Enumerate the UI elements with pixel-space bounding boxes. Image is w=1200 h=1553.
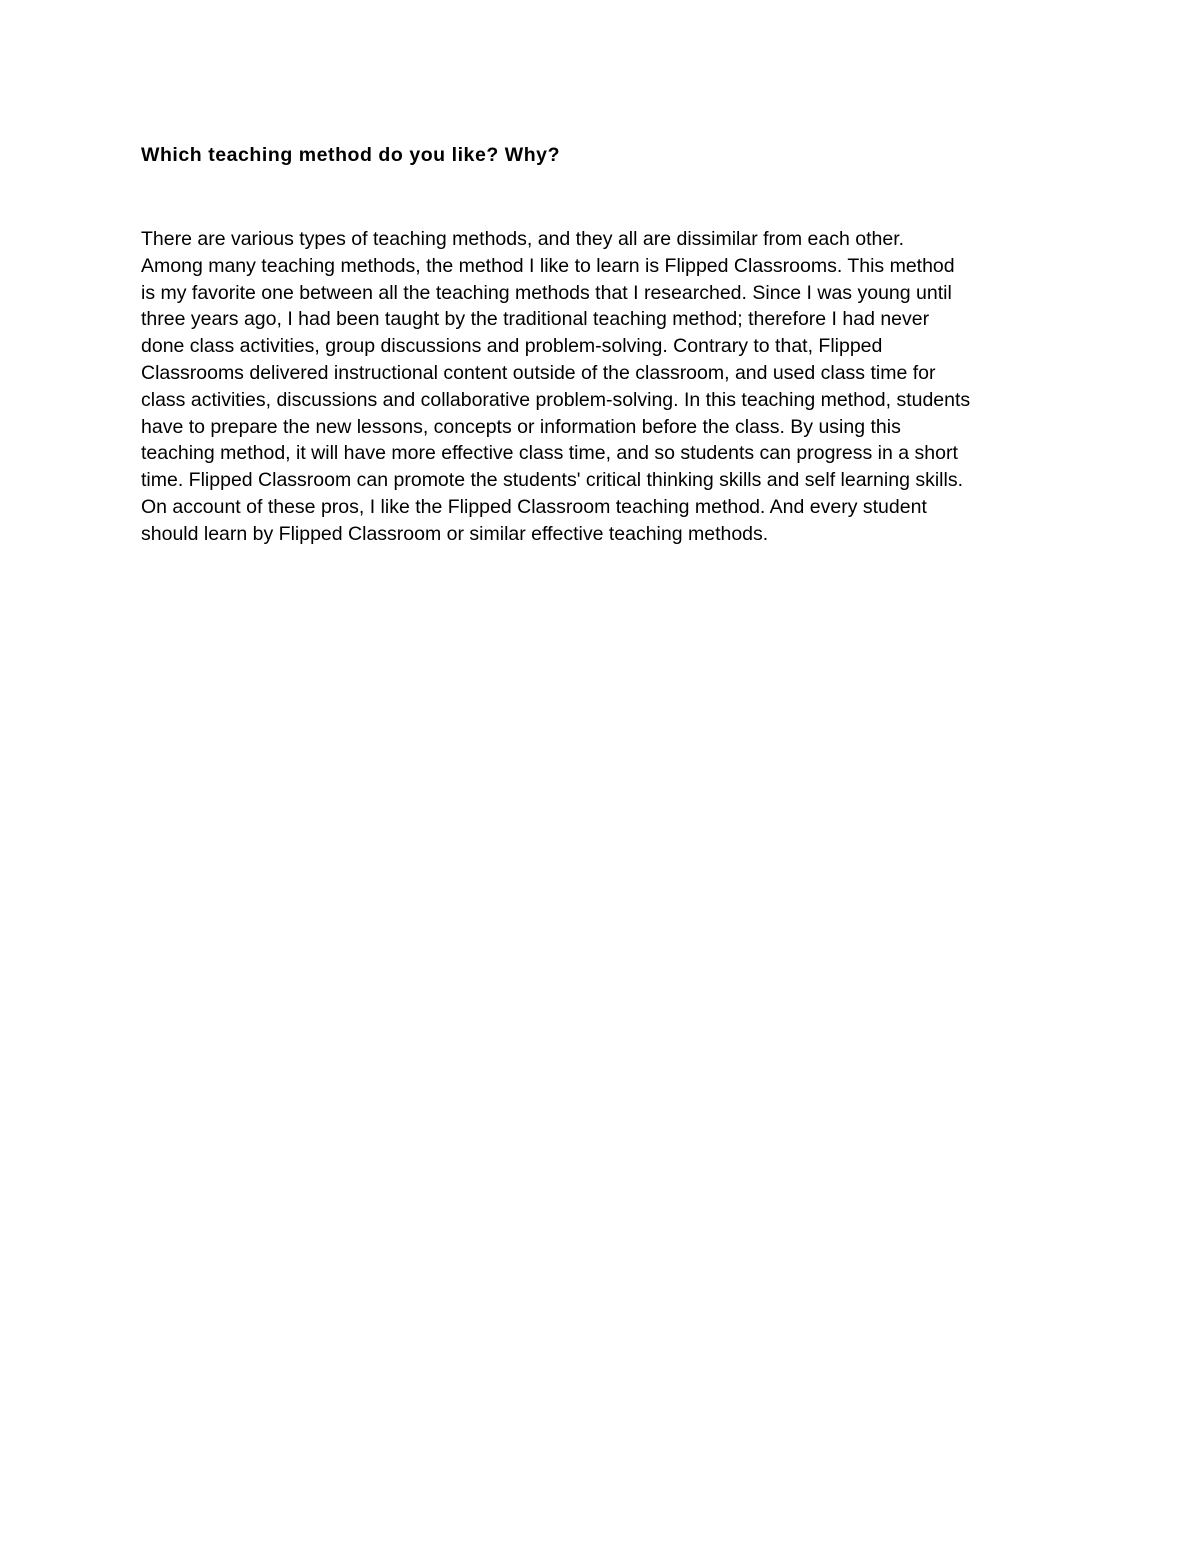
document-paragraph (141, 226, 1081, 548)
paragraph-line: Among many teaching methods, the method I like to learn is Flipped Classrooms. This method (141, 254, 955, 277)
paragraph-line: There are various types of teaching methods, and they all are dissimilar from each other. (141, 228, 905, 250)
paragraph-line: should learn by Flipped Classroom or similar effective teaching methods. (141, 522, 769, 545)
paragraph-line: On account of these pros, I like the Flipped Classroom teaching method. And every student (141, 495, 927, 518)
paragraph-line: is my favorite one between all the teaching methods that I researched. Since I was young until (141, 281, 952, 304)
paragraph-line: Classrooms delivered instructional content outside of the classroom, and used class time for (141, 361, 936, 384)
paragraph-line: teaching method, it will have more effective class time, and so students can progress in a short (141, 442, 958, 465)
paragraph-line: class activities, discussions and collaborative problem-solving. In this teaching method, students (141, 388, 971, 411)
document-title: Which teaching method do you like? Why? (141, 144, 561, 166)
paragraph-line: done class activities, group discussions and problem-solving. Contrary to that, Flipped (141, 335, 883, 358)
paragraph-line: have to prepare the new lessons, concepts or information before the class. By using this (141, 415, 901, 438)
paragraph-line: three years ago, I had been taught by the traditional teaching method; therefore I had never (141, 308, 930, 331)
paragraph-line: time. Flipped Classroom can promote the students' critical thinking skills and self learning skills. (141, 469, 963, 492)
